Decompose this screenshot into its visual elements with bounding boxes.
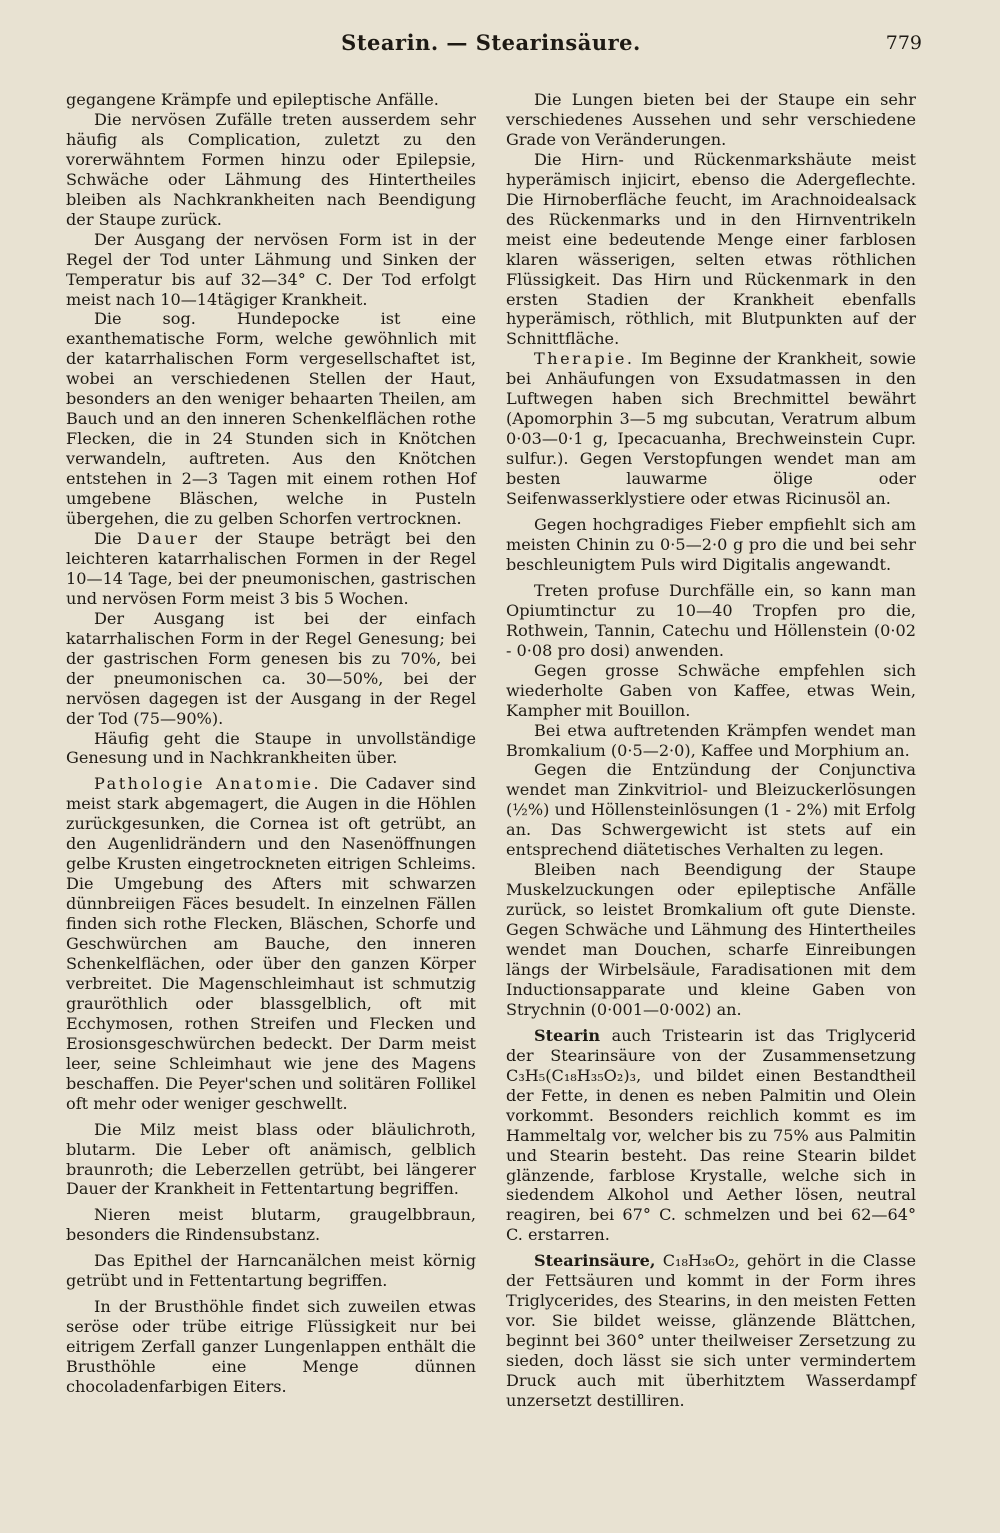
entry-heading-stearinsaeure: Stearinsäure,: [534, 1251, 656, 1271]
paragraph: [506, 1251, 916, 1411]
paragraph-text: , gehört in die Classe der Fettsäuren und kommt in der Form ihres Triglycerides, des Stearins, in den meisten Fetten vor. Sie bildet weisse, glänzende Blättchen, beginnt bei 360° unter theilweiser Zersetzung zu sieden, doch lässt sie sich unter vermindertem Druck auch mit überhitztem Wasserdampf unzersetzt destilliren.: [506, 1251, 916, 1410]
paragraph: Das Epithel der Harncanälchen meist körnig getrübt und in Fettentartung begriffen.: [66, 1251, 476, 1291]
page-number: 779: [885, 32, 922, 54]
paragraph: Gegen die Entzündung der Conjunctiva wendet man Zinkvitriol- und Bleizuckerlösungen (½%) und Höllensteinlösungen (1 - 2%) mit Erfolg an. Das Schwergewicht ist stets auf ein entsprechend diätetisches Verhalten zu legen.: [506, 760, 916, 860]
paragraph: Häufig geht die Staupe in unvollständige Genesung und in Nachkrankheiten über.: [66, 728, 476, 768]
paragraph: Nieren meist blutarm, graugelbbraun, besonders die Rindensubstanz.: [66, 1205, 476, 1245]
page-header: [60, 30, 922, 64]
entry-heading-stearin: Stearin: [534, 1025, 601, 1045]
paragraph: Die Milz meist blass oder bläulichroth, blutarm. Die Leber oft anämisch, gelblich braunroth; die Leberzellen getrübt, bei längerer Dauer der Krankheit in Fettentartung begriffen.: [66, 1119, 476, 1199]
paragraph: [506, 349, 916, 509]
paragraph: Die Lungen bieten bei der Staupe ein sehr verschiedenes Aussehen und sehr verschiedene Grade von Veränderungen.: [506, 90, 916, 149]
paragraph: [66, 529, 476, 609]
paragraph: Bei etwa auftretenden Krämpfen wendet man Bromkalium (0·5—2·0), Kaffee und Morphium an.: [506, 720, 916, 760]
chemical-formula: C₃H₅(C₁₈H₃₅O₂)₃: [506, 1065, 637, 1085]
section-term-dauer: Dauer: [136, 528, 200, 548]
paragraph: gegangene Krämpfe und epileptische Anfälle.: [66, 90, 439, 109]
paragraph: In der Brusthöhle findet sich zuweilen etwas seröse oder trübe eitrige Flüssigkeit nur bei eitrigem Zerfall ganzer Lungenlappen enthält die Brusthöhle eine Menge dünnen chocoladenfarbigen Eiters.: [66, 1297, 476, 1397]
paragraph: Die Hirn- und Rückenmarkshäute meist hyperämisch injicirt, ebenso die Adergeflechte. Die Hirnoberfläche feucht, im Arachnoidealsack des Rückenmarks und in den Hirnventrikeln meist eine bedeutende Menge einer farblosen klaren wässerigen, selten etwas röthlichen Flüssigkeit. Das Hirn und Rückenmark in den ersten Stadien der Krankheit ebenfalls hyperämisch, röthlich, mit Blutpunkten auf der Schnittfläche.: [506, 149, 916, 349]
left-column: [66, 90, 476, 1397]
paragraph-text: der Staupe beträgt bei den leichteren katarrhalischen Formen in der Regel 10—14 Tage, bei der pneumonischen, gastrischen und nervösen Form meist 3 bis 5 Wochen.: [66, 528, 476, 608]
paragraph: Die nervösen Zufälle treten ausserdem sehr häufig als Complication, zuletzt zu den vorerwähntem Formen hinzu oder Epilepsie, Schwäche oder Lähmung des Hintertheiles bleiben als Nachkrankheiten nach Beendigung der Staupe zurück.: [66, 109, 476, 229]
paragraph: Der Ausgang der nervösen Form ist in der Regel der Tod unter Lähmung und Sinken der Temperatur bis auf 32—34° C. Der Tod erfolgt meist nach 10—14tägiger Krankheit.: [66, 229, 476, 309]
right-column: [506, 90, 916, 1411]
paragraph: Bleiben nach Beendigung der Staupe Muskelzuckungen oder epileptische Anfälle zurück, so leistet Bromkalium oft gute Dienste. Gegen Schwäche und Lähmung des Hintertheiles wendet man Douchen, scharfe Einreibungen längs der Wirbelsäule, Faradisationen mit dem Inductionsapparate und kleine Gaben von Strychnin (0·001—0·002) an.: [506, 860, 916, 1019]
chemical-formula: C₁₈H₃₆O₂: [662, 1251, 735, 1271]
paragraph: Die sog. Hundepocke ist eine exanthematische Form, welche gewöhnlich mit der katarrhalischen Form vergesellschaftet ist, wobei an verschiedenen Stellen der Haut, besonders an den weniger behaarten Theilen, am Bauch und an den inneren Schenkelflächen rothe Flecken, die in 24 Stunden sich in Knötchen verwandeln, auftreten. Aus den Knötchen entstehen in 2—3 Tagen mit einem rothen Hof umgebene Bläschen, welche in Pusteln übergehen, die zu gelben Schorfen vertrocknen.: [66, 309, 476, 529]
paragraph: [506, 1026, 916, 1245]
paragraph: Der Ausgang ist bei der einfach katarrhalischen Form in der Regel Genesung; bei der gastrischen Form genesen bis zu 70%, bei der pneumonischen ca. 30—50%, bei der nervösen dagegen ist der Ausgang in der Regel der Tod (75—90%).: [66, 608, 476, 728]
paragraph-text: Im Beginne der Krankheit, sowie bei Anhäufungen von Exsudatmassen in den Luftwegen haben sich Brechmittel bewährt (Apomorphin 3—5 mg subcutan, Veratrum album 0·03—0·1 g, Ipecacuanha, Brechweinstein Cupr. sulfur.). Gegen Verstopfungen wendet man am besten lauwarme ölige oder Seifenwasserklystiere oder etwas Ricinusöl an.: [506, 349, 916, 509]
paragraph-text: auch Tristearin ist das Triglycerid der Stearinsäure von der Zusammensetzung: [506, 1025, 916, 1065]
paragraph-text: Die: [94, 528, 122, 548]
paragraph-text: , und bildet einen Bestandtheil der Fette, in denen es neben Palmitin und Olein vorkommt. Besonders reichlich kommt es im Hammeltalg vor, welcher bis zu 75% aus Palmitin und Stearin besteht. Das reine Stearin bildet glänzende, farblose Krystalle, welche sich in siedendem Alkohol und Aether lösen, neutral reagiren, bei 67° C. schmelzen und bei 62—64° C. erstarren.: [506, 1065, 916, 1245]
paragraph-text: Die Cadaver sind meist stark abgemagert, die Augen in die Höhlen zurückgesunken, die Cornea ist oft getrübt, an den Augenlidrändern und den Nasenöffnungen gelbe Krusten eingetrockneten eitrigen Schleims. Die Umgebung des Afters mit schwarzen dünnbreiigen Fäces besudelt. In einzelnen Fällen finden sich rothe Flecken, Bläschen, Schorfe und Geschwürchen am Bauche, den inneren Schenkelflächen, oder über den ganzen Körper verbreitet. Die Magenschleimhaut ist schmutzig grauröthlich oder blassgelblich, oft mit Ecchymosen, rothen Streifen und Flecken und Erosionsgeschwürchen bedeckt. Der Darm meist leer, seine Schleimhaut wie jene des Magens beschaffen. Die Peyer'schen und solitären Follikel oft mehr oder weniger geschwellt.: [66, 774, 476, 1113]
section-heading-pathology: Pathologie Anatomie.: [94, 774, 322, 794]
paragraph: [66, 774, 476, 1113]
paragraph: Treten profuse Durchfälle ein, so kann man Opiumtinctur zu 10—40 Tropfen pro die, Rothwein, Tannin, Catechu und Höllenstein (0·02 - 0·08 pro dosi) anwenden.: [506, 580, 916, 660]
paragraph: Gegen hochgradiges Fieber empfiehlt sich am meisten Chinin zu 0·5—2·0 g pro die und bei sehr beschleunigtem Puls wird Digitalis angewandt.: [506, 515, 916, 574]
running-title: Stearin. — Stearinsäure.: [341, 30, 641, 55]
paragraph: Gegen grosse Schwäche empfehlen sich wiederholte Gaben von Kaffee, etwas Wein, Kampher mit Bouillon.: [506, 660, 916, 720]
section-heading-therapy: Therapie.: [534, 349, 635, 369]
